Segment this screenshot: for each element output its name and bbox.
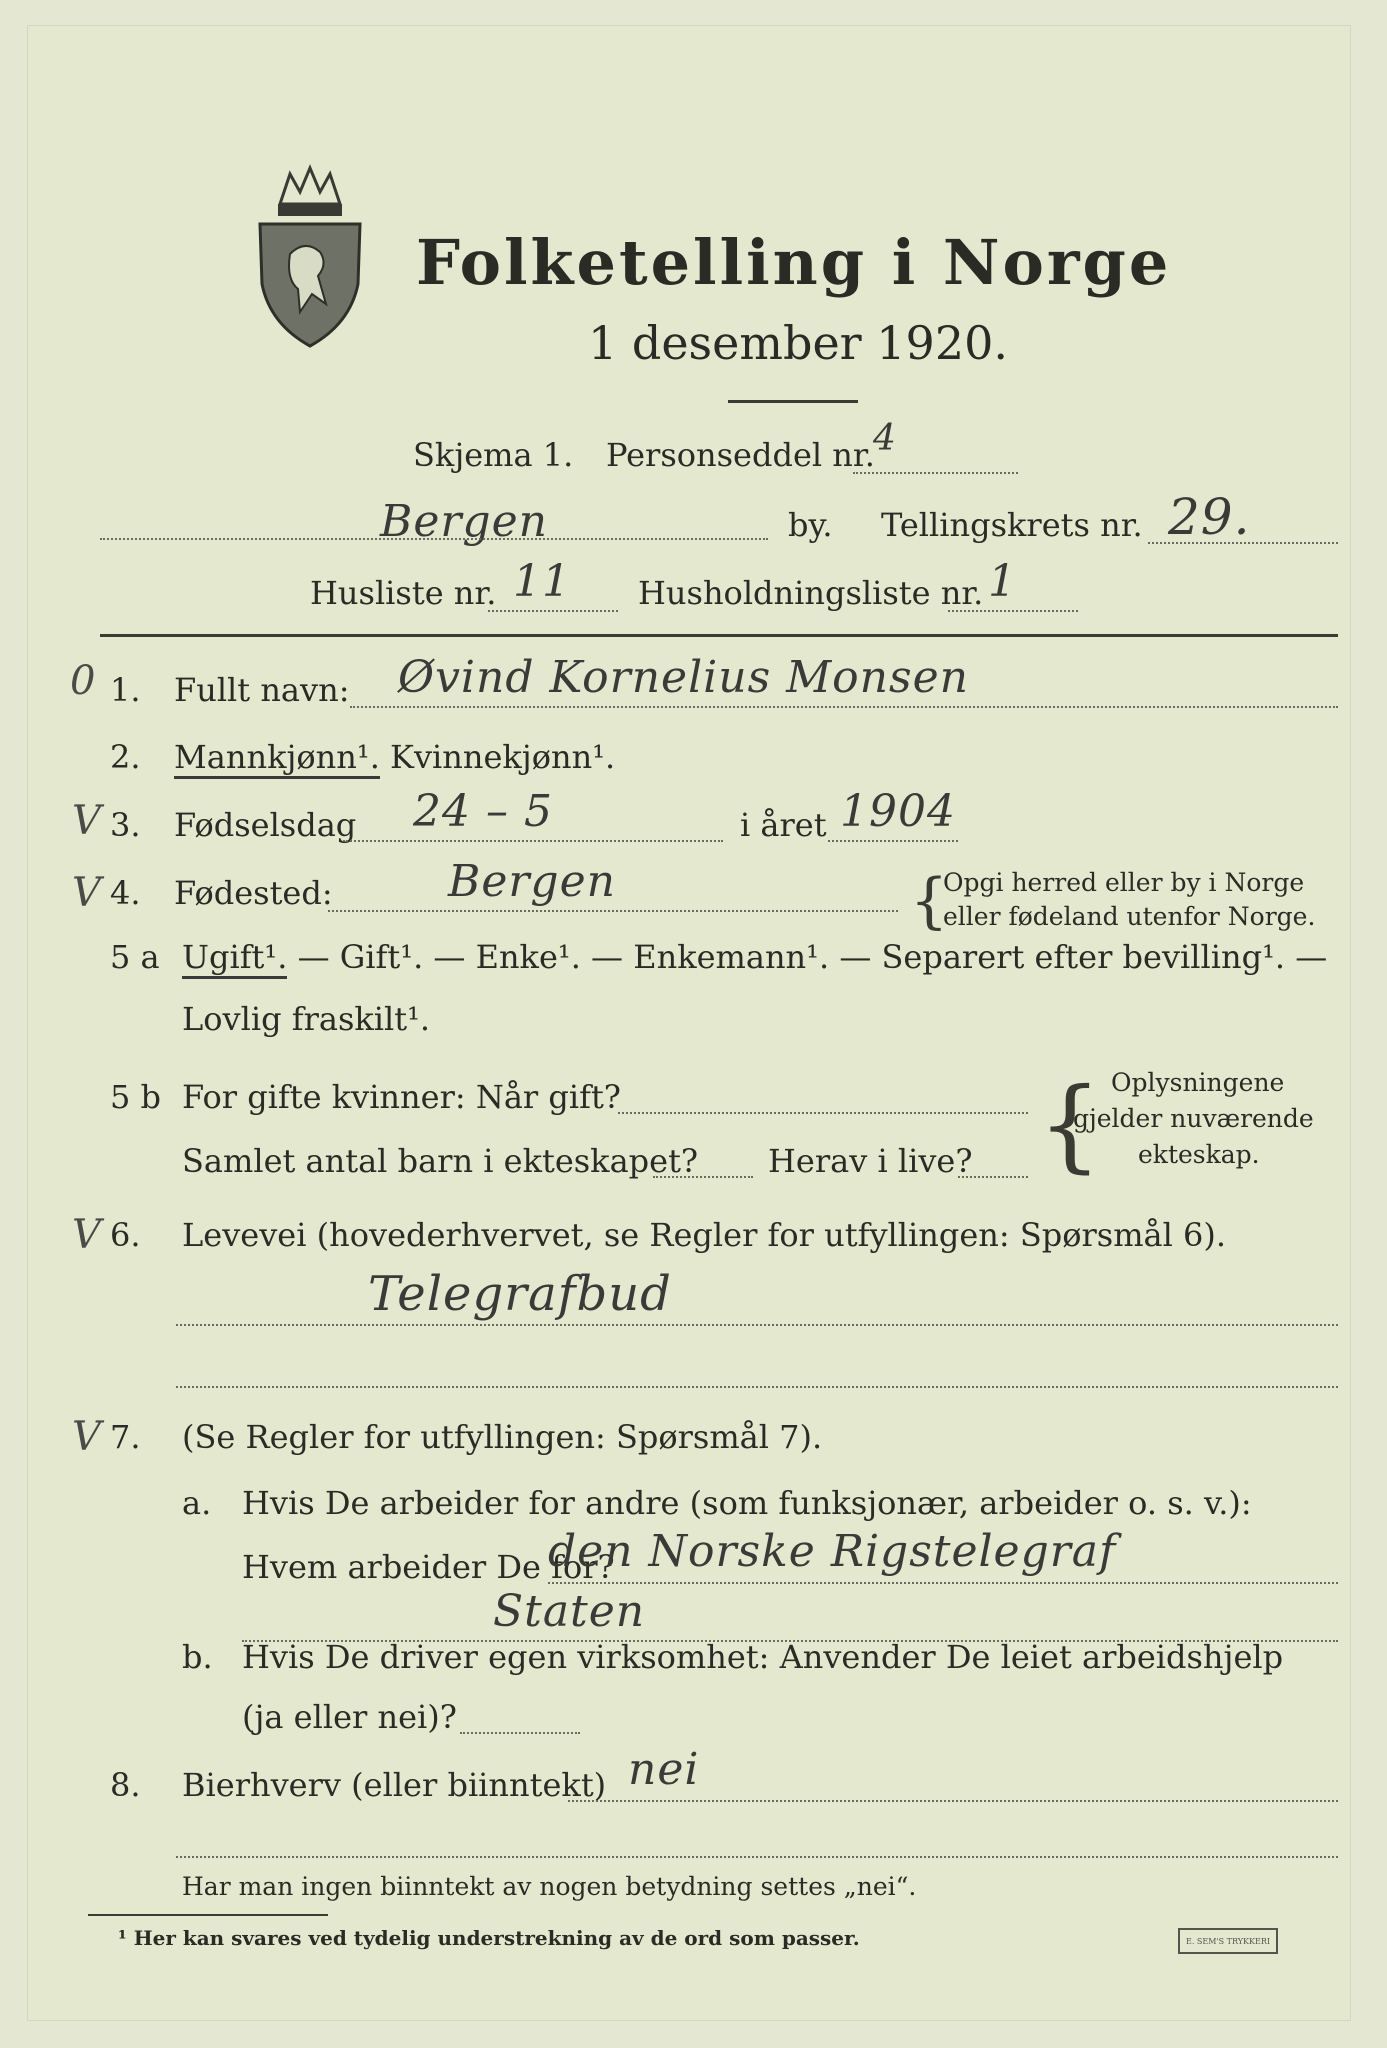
birthdate-value[interactable]: 24 – 5 bbox=[413, 786, 553, 837]
husliste-label: Husliste nr. bbox=[310, 574, 497, 612]
q7b-line bbox=[460, 1732, 580, 1734]
husholdning-label: Husholdningsliste nr. bbox=[638, 574, 984, 612]
gender-female-label: Kvinnekjønn bbox=[390, 738, 593, 776]
children-line bbox=[653, 1176, 753, 1178]
footnote: ¹ Her kan svares ved tydelig understrekning av de ord som passer. bbox=[118, 1926, 860, 1950]
full-name-value[interactable]: Øvind Kornelius Monsen bbox=[398, 652, 969, 703]
margin-mark-1: 0 bbox=[70, 658, 96, 704]
norwegian-coat-of-arms-icon bbox=[250, 164, 370, 349]
occupation-line-2 bbox=[176, 1386, 1338, 1388]
side-income-value[interactable]: nei bbox=[628, 1744, 700, 1795]
birthyear-label: i året bbox=[740, 806, 827, 844]
q8-number: 8. bbox=[110, 1766, 141, 1804]
q7b-letter: b. bbox=[182, 1638, 213, 1676]
margin-mark-6: V bbox=[72, 1212, 101, 1258]
marital-fraskilt-option[interactable]: Lovlig fraskilt¹. bbox=[182, 1000, 431, 1038]
footnote-rule bbox=[88, 1914, 328, 1916]
margin-mark-4: V bbox=[72, 870, 101, 916]
skjema-label: Skjema 1. bbox=[413, 436, 574, 474]
side-income-line-1 bbox=[568, 1800, 1338, 1802]
personseddel-label: Personseddel nr. bbox=[606, 436, 875, 474]
personseddel-value[interactable]: 4 bbox=[873, 418, 897, 459]
q5b-number: 5 b bbox=[110, 1078, 162, 1116]
q2-options bbox=[174, 738, 615, 776]
marital-other-options[interactable]: — Gift¹. — Enke¹. — Enkemann¹. — Separert efter bevilling¹. — bbox=[297, 938, 1328, 976]
birthplace-line bbox=[328, 910, 898, 912]
margin-mark-3: V bbox=[72, 798, 101, 844]
city-line bbox=[100, 538, 768, 540]
q8-label: Bierhverv (eller biinntekt) bbox=[182, 1766, 607, 1804]
q5b-note-3: ekteskap. bbox=[1138, 1140, 1260, 1169]
gender-male-label: Mannkjønn bbox=[174, 738, 357, 776]
q4-note-2: eller fødeland utenfor Norge. bbox=[943, 902, 1316, 931]
q2-number: 2. bbox=[110, 738, 141, 776]
census-form-sheet bbox=[28, 26, 1350, 2020]
side-income-note: Har man ingen biinntekt av nogen betydning settes „nei“. bbox=[182, 1872, 917, 1901]
marital-ugift-option[interactable]: Ugift¹. bbox=[182, 938, 287, 979]
employer-line-1 bbox=[548, 1582, 1338, 1584]
tellingskrets-label: Tellingskrets nr. bbox=[881, 506, 1143, 544]
alive-line bbox=[958, 1176, 1028, 1178]
q5b-children-label: Samlet antal barn i ekteskapet? bbox=[182, 1142, 699, 1180]
side-income-line-2 bbox=[176, 1856, 1338, 1858]
q1-number: 1. bbox=[110, 671, 141, 709]
tellingskrets-value[interactable]: 29. bbox=[1168, 488, 1251, 546]
husholdning-value[interactable]: 1 bbox=[988, 556, 1017, 607]
q4-note-1: Opgi herred eller by i Norge bbox=[943, 868, 1305, 897]
q6-number: 6. bbox=[110, 1216, 141, 1254]
q5a-number: 5 a bbox=[110, 938, 160, 976]
marital-ugift-label: Ugift bbox=[182, 938, 265, 976]
q1-label: Fullt navn: bbox=[174, 671, 350, 709]
q7-label: (Se Regler for utfyllingen: Spørsmål 7). bbox=[182, 1418, 823, 1456]
title-divider bbox=[728, 400, 858, 403]
occupation-line-1 bbox=[176, 1324, 1338, 1326]
q3-label: Fødselsdag bbox=[174, 806, 357, 844]
married-when-line bbox=[618, 1112, 1028, 1114]
husliste-value[interactable]: 11 bbox=[513, 556, 571, 607]
birthdate-line bbox=[343, 840, 723, 842]
q7a-text: Hvis De arbeider for andre (som funksjonær, arbeider o. s. v.): bbox=[242, 1484, 1252, 1522]
occupation-value[interactable]: Telegrafbud bbox=[368, 1266, 672, 1322]
q3-number: 3. bbox=[110, 806, 141, 844]
full-name-line bbox=[350, 706, 1338, 708]
birthyear-line bbox=[828, 840, 958, 842]
q4-brace: { bbox=[910, 866, 949, 936]
birthyear-value[interactable]: 1904 bbox=[840, 786, 956, 837]
q7b-label: (ja eller nei)? bbox=[242, 1698, 457, 1736]
birthplace-value[interactable]: Bergen bbox=[448, 856, 616, 907]
husliste-line bbox=[488, 610, 618, 612]
q7a-letter: a. bbox=[182, 1484, 212, 1522]
marital-status-options bbox=[182, 938, 1327, 976]
personseddel-line bbox=[853, 472, 1018, 474]
header-rule bbox=[100, 634, 1338, 637]
q5b-married-when-label: For gifte kvinner: Når gift? bbox=[182, 1078, 621, 1116]
q5b-brace: { bbox=[1038, 1066, 1102, 1183]
printer-stamp-text: E. SEM'S TRYKKERI bbox=[1185, 1936, 1271, 1946]
form-title: Folketelling i Norge bbox=[416, 226, 1172, 299]
q7b-text: Hvis De driver egen virksomhet: Anvender De leiet arbeidshjelp bbox=[242, 1638, 1284, 1676]
gender-female-option[interactable]: Kvinnekjønn¹. bbox=[390, 738, 616, 776]
q5b-note-1: Oplysningene bbox=[1111, 1068, 1285, 1097]
q6-label: Levevei (hovederhvervet, se Regler for utfyllingen: Spørsmål 6). bbox=[182, 1216, 1227, 1254]
margin-mark-7: V bbox=[72, 1414, 101, 1460]
q5b-note-2: gjelder nuværende bbox=[1073, 1104, 1314, 1133]
q7-number: 7. bbox=[110, 1418, 141, 1456]
gender-male-option[interactable]: Mannkjønn¹. bbox=[174, 738, 380, 779]
husholdning-line bbox=[948, 610, 1078, 612]
q5b-alive-label: Herav i live? bbox=[768, 1142, 973, 1180]
q4-number: 4. bbox=[110, 874, 141, 912]
census-date: 1 desember 1920. bbox=[588, 316, 1008, 370]
tellingskrets-line bbox=[1148, 542, 1338, 544]
city-value[interactable]: Bergen bbox=[380, 496, 548, 547]
q4-label: Fødested: bbox=[174, 874, 333, 912]
q7a-employer-label: Hvem arbeider De for? bbox=[242, 1548, 615, 1586]
employer-value[interactable]: den Norske Rigstelegraf bbox=[548, 1526, 1117, 1577]
city-label: by. bbox=[788, 506, 833, 544]
printer-stamp bbox=[1178, 1928, 1278, 1954]
employer-value-2[interactable]: Staten bbox=[493, 1586, 646, 1637]
